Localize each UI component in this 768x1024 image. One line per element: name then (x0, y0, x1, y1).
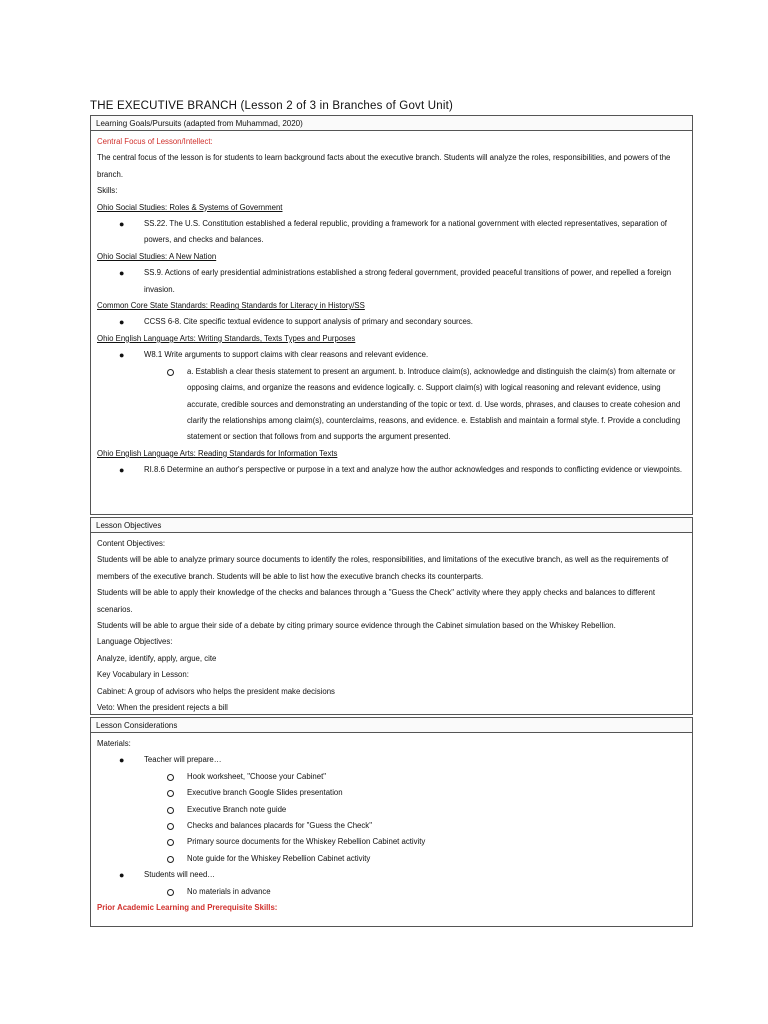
standard-bullet-ss9: ● SS.9. Actions of early presidential administrations established a strong federal government, provided peaceful transitions of power, and repelled a foreign invasion. (97, 265, 686, 298)
document-title: THE EXECUTIVE BRANCH (Lesson 2 of 3 in Branches of Govt Unit) (90, 100, 454, 112)
teacher-material-item: Hook worksheet, "Choose your Cabinet" (97, 769, 686, 785)
teacher-material-item: Executive branch Google Slides presentation (97, 785, 686, 801)
bullet-icon: ● (119, 465, 125, 476)
bullet-icon: ● (119, 268, 125, 279)
bullet-icon: ● (119, 350, 125, 361)
standard-bullet-ccss: ● CCSS 6-8. Cite specific textual evidence to support analysis of primary and secondary sources. (97, 314, 686, 330)
teacher-material-item: Executive Branch note guide (97, 802, 686, 818)
key-vocabulary-label: Key Vocabulary in Lesson: (97, 670, 189, 680)
vocab-veto: Veto: When the president rejects a bill (97, 703, 228, 713)
teacher-material-item: Note guide for the Whiskey Rebellion Cabinet activity (97, 851, 686, 867)
circle-bullet-icon (167, 774, 174, 781)
skills-label: Skills: (97, 186, 118, 196)
objective-1: Students will be able to analyze primary source documents to identify the roles, responsibilities, and limitations of the executive branch, as well as the requirements of members of the executive branch. Students will be able to list how the executive branch checks its counterparts. (97, 555, 669, 581)
students-need-item: ● Students will need… (97, 867, 686, 883)
objective-3: Students will be able to argue their side of a debate by citing primary source evidence through the Cabinet simulation based on the Whiskey Rebellion. (97, 621, 616, 631)
bullet-icon: ● (119, 870, 125, 881)
language-objectives-label: Language Objectives: (97, 637, 173, 647)
standard-bullet-ss22: ● SS.22. The U.S. Constitution established a federal republic, providing a framework for a national government with elected representatives, separation of powers, and checks and balances. (97, 216, 686, 249)
teacher-material-item: Checks and balances placards for "Guess the Check" (97, 818, 686, 834)
standard-heading-writing: Ohio English Language Arts: Writing Standards, Texts Types and Purposes (97, 333, 356, 343)
learning-goals-section (90, 115, 693, 515)
lesson-objectives-header: Lesson Objectives (91, 518, 692, 533)
standard-bullet-w81: ● W8.1 Write arguments to support claims with clear reasons and relevant evidence. (97, 347, 686, 363)
bullet-icon: ● (119, 219, 125, 230)
circle-bullet-icon (167, 856, 174, 863)
central-focus-label: Central Focus of Lesson/Intellect: (97, 137, 213, 146)
learning-goals-header: Learning Goals/Pursuits (adapted from Muhammad, 2020) (91, 116, 692, 131)
vocab-cabinet: Cabinet: A group of advisors who helps the president make decisions (97, 686, 335, 696)
lesson-considerations-header: Lesson Considerations (91, 718, 692, 733)
circle-bullet-icon (167, 807, 174, 814)
circle-bullet-icon (167, 369, 174, 376)
standard-bullet-ri86: ● RI.8.6 Determine an author's perspective or purpose in a text and analyze how the author acknowledges and responds to conflicting evidence or viewpoints. (97, 462, 686, 478)
standard-heading-new-nation: Ohio Social Studies: A New Nation (97, 251, 217, 261)
prior-learning-label: Prior Academic Learning and Prerequisite Skills: (97, 903, 278, 913)
student-material-item: No materials in advance (97, 884, 686, 900)
standard-subbullet-w81: a. Establish a clear thesis statement to present an argument. b. Introduce claim(s), acknowledge and distinguish the claim(s) from alternate or opposing claims, and organize the reasons and evidence logically. c. Support claim(s) with logical reasoning and relevant evidence, using accurate, credible sources and demonstrating an understanding of the topic or text. d. Use words, phrases, and clauses to create cohesion and clarify the relationships among claim(s), counterclaims, reasons, and evidence. e. Establish and maintain a formal style. f. Provide a concluding statement or section that follows from and supports the argument presented. (97, 364, 686, 446)
teacher-material-item: Primary source documents for the Whiskey Rebellion Cabinet activity (97, 834, 686, 850)
circle-bullet-icon (167, 823, 174, 830)
lesson-objectives-section (90, 517, 693, 715)
central-focus-text: The central focus of the lesson is for students to learn background facts about the executive branch. Students will analyze the roles, responsibilities, and powers of the branch. (97, 153, 671, 179)
objective-2: Students will be able to apply their knowledge of the checks and balances through a "Guess the Check" activity where they apply checks and balances to different scenarios. (97, 588, 656, 614)
standard-heading-roles: Ohio Social Studies: Roles & Systems of Government (97, 202, 283, 212)
standard-heading-reading: Ohio English Language Arts: Reading Standards for Information Texts (97, 448, 338, 458)
teacher-prepare-item: ● Teacher will prepare… (97, 752, 686, 768)
standard-heading-common-core: Common Core State Standards: Reading Standards for Literacy in History/SS (97, 301, 365, 311)
bullet-icon: ● (119, 317, 125, 328)
circle-bullet-icon (167, 889, 174, 896)
bullet-icon: ● (119, 755, 125, 766)
circle-bullet-icon (167, 839, 174, 846)
circle-bullet-icon (167, 790, 174, 797)
language-objectives-text: Analyze, identify, apply, argue, cite (97, 653, 217, 663)
lesson-considerations-section (90, 717, 693, 927)
content-objectives-label: Content Objectives: (97, 539, 166, 548)
materials-label: Materials: (97, 739, 131, 748)
